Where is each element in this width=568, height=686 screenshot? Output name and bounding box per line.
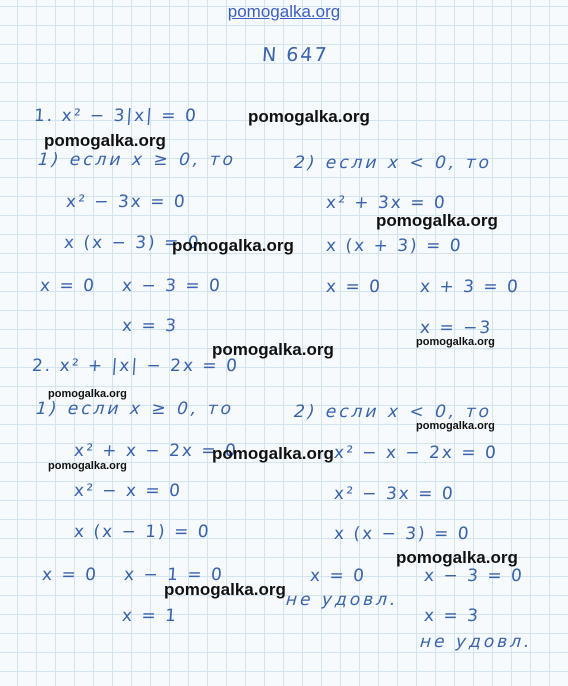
task2-case2-condition: 2) если x < 0, то bbox=[293, 402, 493, 422]
task2-case1-line4: x − 1 = 0 bbox=[123, 565, 225, 585]
watermark: pomogalka.org bbox=[396, 548, 518, 567]
task2-case2-line1: x² − x − 2x = 0 bbox=[333, 443, 499, 463]
task1-case2-line1: x² + 3x = 0 bbox=[325, 193, 448, 213]
task2-case1-line1: x² + x − 2x = 0 bbox=[73, 441, 239, 461]
task2-case2-note-a: не удовл. bbox=[285, 590, 400, 610]
task1-equation: 1. x² − 3|x| = 0 bbox=[33, 106, 199, 126]
task2-case1-line2: x² − x = 0 bbox=[73, 481, 183, 501]
task2-case2-note-b: не удовл. bbox=[419, 632, 534, 652]
task1-case2-condition: 2) если x < 0, то bbox=[293, 153, 493, 173]
task2-case2-root-b: x = 3 bbox=[423, 606, 481, 626]
watermark: pomogalka.org bbox=[416, 336, 495, 348]
watermark: pomogalka.org bbox=[376, 211, 498, 230]
task1-case1-line1: x² − 3x = 0 bbox=[65, 192, 188, 212]
task2-case1-condition: 1) если x ≥ 0, то bbox=[35, 399, 235, 419]
task1-case2-root-b: x = −3 bbox=[419, 318, 493, 338]
task1-case2-line2: x (x + 3) = 0 bbox=[325, 236, 464, 256]
task2-case1-root-a: x = 0 bbox=[41, 565, 99, 585]
task2-case1-line3: x (x − 1) = 0 bbox=[73, 522, 212, 542]
watermark: pomogalka.org bbox=[48, 388, 127, 400]
task2-case2-line3: x (x − 3) = 0 bbox=[333, 524, 472, 544]
watermark: pomogalka.org bbox=[416, 420, 495, 432]
task1-case2-root-a: x = 0 bbox=[325, 277, 383, 297]
watermark: pomogalka.org bbox=[164, 580, 286, 599]
task2-equation: 2. x² + |x| − 2x = 0 bbox=[31, 356, 240, 376]
watermark: pomogalka.org bbox=[212, 340, 334, 359]
task2-case1-root-b: x = 1 bbox=[121, 606, 179, 626]
watermark: pomogalka.org bbox=[48, 460, 127, 472]
site-link[interactable]: pomogalka.org bbox=[227, 2, 341, 21]
watermark: pomogalka.org bbox=[248, 107, 370, 126]
watermark: pomogalka.org bbox=[212, 444, 334, 463]
watermark: pomogalka.org bbox=[44, 131, 166, 150]
task1-case1-root-b: x = 3 bbox=[121, 316, 179, 336]
watermark: pomogalka.org bbox=[172, 236, 294, 255]
problem-number: N 647 bbox=[261, 44, 330, 66]
task1-case2-line3: x + 3 = 0 bbox=[419, 277, 521, 297]
task2-case2-root-a: x = 0 bbox=[309, 566, 367, 586]
task2-case2-line4: x − 3 = 0 bbox=[423, 566, 525, 586]
task2-case2-line2: x² − 3x = 0 bbox=[333, 484, 456, 504]
task1-case1-line2: x (x − 3) = 0 bbox=[63, 233, 202, 253]
task1-case1-line3: x − 3 = 0 bbox=[121, 276, 223, 296]
task1-case1-condition: 1) если x ≥ 0, то bbox=[37, 150, 237, 170]
task1-case1-root-a: x = 0 bbox=[39, 276, 97, 296]
